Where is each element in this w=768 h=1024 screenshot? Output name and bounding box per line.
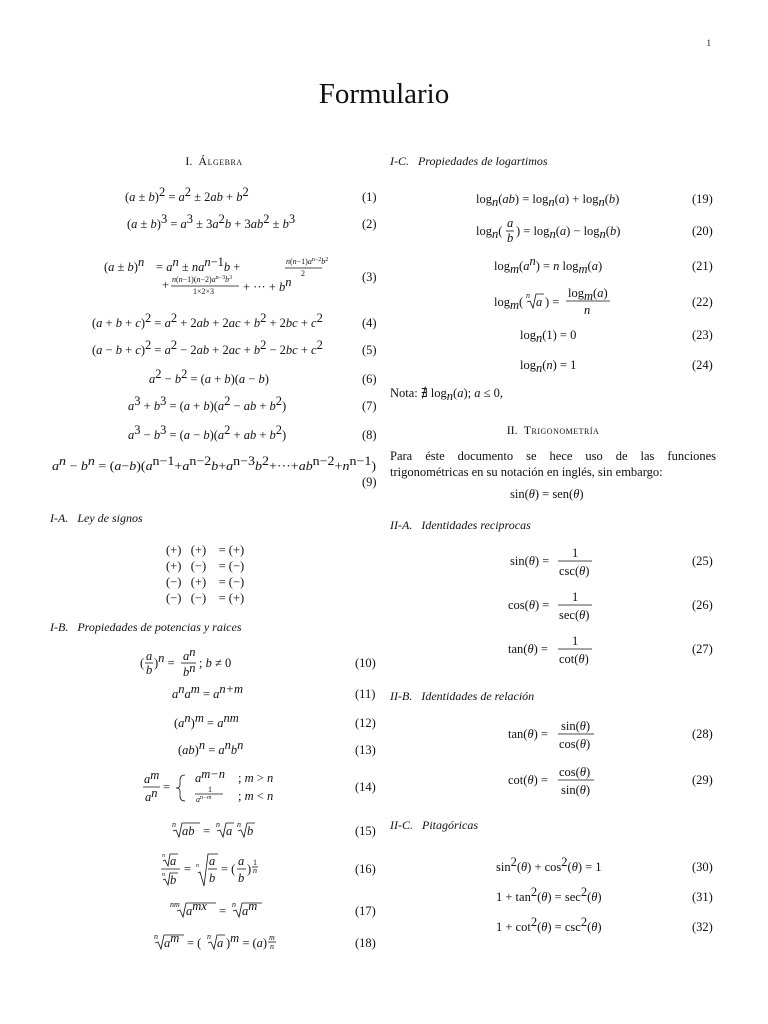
svg-text:(15): (15) bbox=[355, 824, 376, 838]
svg-text:am: am bbox=[242, 899, 258, 918]
svg-text:(1): (1) bbox=[362, 190, 377, 204]
svg-text:b: b bbox=[238, 871, 245, 885]
equation-18 bbox=[50, 929, 378, 953]
svg-text:(ab)n = anbn: (ab)n = anbn bbox=[178, 738, 244, 757]
svg-text:(an)m = anm: (an)m = anm bbox=[174, 711, 239, 730]
svg-text:(12): (12) bbox=[355, 716, 376, 730]
svg-text:(−) (+) = (−): (−) (+) = (−) bbox=[166, 575, 245, 589]
svg-text:(22): (22) bbox=[692, 295, 713, 309]
subsection-name: Ley de signos bbox=[77, 511, 143, 525]
section-number: I. bbox=[185, 154, 193, 168]
svg-text:n: n bbox=[172, 820, 176, 829]
page-number: 1 bbox=[706, 38, 711, 48]
svg-text:1: 1 bbox=[572, 634, 579, 648]
svg-text:(: ( bbox=[140, 656, 145, 670]
svg-text:(24): (24) bbox=[692, 358, 713, 372]
intro-paragraph: Para éste documento se hece uso de las funciones trigonométricas en su notación en inglés, sin embargo: bbox=[390, 449, 716, 479]
svg-text:(11): (11) bbox=[355, 687, 376, 701]
svg-text:sin(θ) = sen(θ): sin(θ) = sen(θ) bbox=[510, 487, 584, 501]
svg-text:(16): (16) bbox=[355, 862, 376, 876]
svg-text:tan(θ) =: tan(θ) = bbox=[508, 642, 548, 656]
svg-text:sin(θ): sin(θ) bbox=[561, 783, 591, 797]
svg-text:b: b bbox=[146, 663, 153, 677]
svg-text:cos(θ): cos(θ) bbox=[559, 765, 591, 779]
equations-30-32 bbox=[390, 851, 716, 941]
svg-text:(20): (20) bbox=[692, 224, 713, 238]
section-name: Trigonometría bbox=[523, 423, 600, 437]
svg-text:sin2(θ) + cos2(θ) = 1: sin2(θ) + cos2(θ) = 1 bbox=[496, 855, 602, 874]
svg-text:m: m bbox=[269, 933, 275, 942]
svg-text:a: a bbox=[170, 854, 177, 868]
subsection-heading-IA bbox=[50, 511, 378, 526]
svg-text:sec(θ): sec(θ) bbox=[559, 608, 590, 622]
subsection-heading-IC bbox=[390, 154, 716, 169]
subsection-name: Propiedades de logartimos bbox=[418, 154, 548, 168]
svg-text:(9): (9) bbox=[362, 475, 377, 489]
svg-text:(29): (29) bbox=[692, 773, 713, 787]
svg-text:n: n bbox=[154, 932, 158, 941]
svg-text:1: 1 bbox=[572, 590, 579, 604]
svg-text:a3 + b3 = (a + b)(a2 − ab + b2: a3 + b3 = (a + b)(a2 − ab + b2) bbox=[128, 394, 287, 413]
subsection-number: II-C. bbox=[390, 818, 413, 832]
svg-text:sin(θ): sin(θ) bbox=[561, 719, 591, 733]
subsection-heading-IIC bbox=[390, 818, 716, 833]
subsection-name: Pitagóricas bbox=[422, 818, 478, 832]
svg-text:(a + b + c)2 = a2 + 2ab + 2ac: (a + b + c)2 = a2 + 2ab + 2ac + b2 + 2bc + c2 bbox=[92, 311, 323, 330]
svg-text:(−) (−) = (+): (−) (−) = (+) bbox=[166, 591, 245, 605]
equation-14 bbox=[50, 769, 378, 807]
svg-text:n: n bbox=[270, 942, 274, 951]
svg-text:) =: ) = bbox=[545, 295, 560, 309]
svg-text:1: 1 bbox=[208, 785, 212, 794]
subsection-name: Propiedades de potencias y raices bbox=[77, 620, 242, 634]
svg-text:an: an bbox=[145, 786, 158, 804]
svg-text:= (: = ( bbox=[221, 862, 236, 876]
svg-text:anam = an+m: anam = an+m bbox=[172, 682, 244, 701]
svg-text:am: am bbox=[144, 768, 160, 786]
svg-text:n: n bbox=[162, 872, 165, 878]
svg-text:(27): (27) bbox=[692, 642, 713, 656]
svg-text:(19): (19) bbox=[692, 192, 713, 206]
svg-text:(25): (25) bbox=[692, 554, 713, 568]
svg-text:(a ± b)3 = a3 ± 3a2b + 3ab2 ±: (a ± b)3 = a3 ± 3a2b + 3ab2 ± b3 bbox=[127, 212, 296, 231]
subsection-number: I-C. bbox=[390, 154, 409, 168]
svg-text:(+) (−) = (−): (+) (−) = (−) bbox=[166, 559, 245, 573]
svg-text:(23): (23) bbox=[692, 328, 713, 342]
svg-text:; b ≠ 0: ; b ≠ 0 bbox=[199, 656, 232, 670]
equation-15 bbox=[50, 819, 378, 841]
subsection-name: Identidades de relación bbox=[421, 689, 535, 703]
svg-text:am: am bbox=[164, 931, 180, 950]
equation-16 bbox=[50, 851, 378, 889]
svg-text:n: n bbox=[207, 932, 211, 941]
svg-text:logn(ab) = logn(a) + logn(b): logn(ab) = logn(a) + logn(b) bbox=[476, 192, 620, 209]
svg-text:(3): (3) bbox=[362, 270, 377, 284]
svg-text:(30): (30) bbox=[692, 860, 713, 874]
svg-text:logn(1) = 0: logn(1) = 0 bbox=[520, 328, 577, 345]
equation-9 bbox=[50, 454, 378, 491]
svg-text:=: = bbox=[219, 904, 227, 918]
svg-text:=: = bbox=[203, 824, 211, 838]
svg-text:b: b bbox=[170, 873, 177, 887]
svg-text:n: n bbox=[216, 820, 220, 829]
svg-text:tan(θ) =: tan(θ) = bbox=[508, 727, 548, 741]
svg-text:ab: ab bbox=[182, 824, 195, 838]
svg-text:an: an bbox=[183, 645, 196, 663]
svg-text:am−n: am−n bbox=[195, 767, 225, 785]
subsection-heading-IB bbox=[50, 620, 378, 635]
svg-text:=: = bbox=[163, 780, 171, 794]
svg-text:sin(θ) =: sin(θ) = bbox=[510, 554, 550, 568]
svg-text:a: a bbox=[209, 854, 216, 868]
svg-text:an−m: $a^{n-m}$ bbox=[196, 795, 212, 804]
equations-19-24 bbox=[390, 189, 716, 375]
svg-text:(a − b + c)2 = a2 − 2ab + 2ac: (a − b + c)2 = a2 − 2ab + 2ac + b2 − 2bc + c2 bbox=[92, 338, 323, 357]
svg-text:(28): (28) bbox=[692, 727, 713, 741]
svg-text:logn(n) = 1: logn(n) = 1 bbox=[520, 358, 577, 375]
svg-text:n: n bbox=[526, 291, 530, 300]
svg-text:n: n bbox=[162, 853, 165, 859]
svg-text:logm(a): logm(a) bbox=[568, 286, 608, 303]
svg-text:a: a bbox=[217, 936, 224, 950]
svg-text:=: = bbox=[184, 862, 192, 876]
svg-text:a: a bbox=[536, 295, 543, 309]
subsection-number: I-B. bbox=[50, 620, 69, 634]
equation-3 bbox=[50, 251, 378, 303]
svg-text:n: n bbox=[253, 866, 257, 875]
equations-4-8 bbox=[50, 313, 378, 453]
svg-text:)n =: )n = bbox=[154, 651, 175, 670]
svg-text:(a ± b)2 = a2 ± 2ab + b2: (a ± b)2 = a2 ± 2ab + b2 bbox=[125, 185, 249, 204]
sign-rules-table bbox=[50, 544, 378, 606]
svg-text:n: n bbox=[196, 863, 199, 869]
svg-text:Nota: ∄ logn(a); a ≤ 0,: Nota: ∄ logn(a); a ≤ 0, bbox=[390, 386, 503, 403]
svg-text:1×2×3: 1×2×3 bbox=[193, 287, 215, 296]
svg-text:+ ··· + bn: + ··· + bn bbox=[243, 275, 292, 294]
subsection-number: II-A. bbox=[390, 518, 413, 532]
svg-text:; m > n: ; m > n bbox=[238, 771, 274, 785]
equations-1-2 bbox=[50, 187, 378, 237]
svg-text:a: a bbox=[146, 649, 153, 663]
svg-text:a2 − b2 = (a + b)(a − b): a2 − b2 = (a + b)(a − b) bbox=[149, 367, 269, 386]
svg-text:)m = (a): )m = (a) bbox=[226, 931, 268, 950]
subsection-number: II-B. bbox=[390, 689, 413, 703]
right-column bbox=[390, 150, 716, 941]
svg-text:(6): (6) bbox=[362, 372, 377, 386]
svg-text:cot(θ) =: cot(θ) = bbox=[508, 773, 548, 787]
subsection-number: I-A. bbox=[50, 511, 69, 525]
svg-text:(2): (2) bbox=[362, 217, 377, 231]
equation-17 bbox=[50, 899, 378, 921]
svg-text:(32): (32) bbox=[692, 920, 713, 934]
svg-text:(14): (14) bbox=[355, 780, 376, 794]
svg-text:csc(θ): csc(θ) bbox=[559, 564, 590, 578]
svg-text:n: n bbox=[232, 900, 236, 909]
svg-text:a: a bbox=[507, 216, 514, 230]
svg-text:b: b bbox=[209, 871, 216, 885]
equations-25-27 bbox=[390, 547, 716, 675]
svg-text:= an ± nan−1b +: = an ± nan−1b + bbox=[156, 255, 241, 274]
svg-text:b: b bbox=[247, 824, 254, 838]
svg-text:nm: nm bbox=[170, 900, 180, 909]
svg-text:; m < n: ; m < n bbox=[238, 789, 274, 803]
left-column bbox=[50, 150, 378, 953]
svg-text:(18): (18) bbox=[355, 936, 376, 950]
equations-10-13 bbox=[50, 645, 378, 761]
svg-text:(31): (31) bbox=[692, 890, 713, 904]
section-heading-algebra bbox=[50, 154, 378, 169]
svg-text:logm(: logm( bbox=[494, 295, 524, 312]
svg-text:) = logn(a) − logn(b): ) = logn(a) − logn(b) bbox=[516, 224, 621, 241]
svg-text:bn: bn bbox=[183, 661, 196, 679]
section-heading-trigonometria bbox=[390, 423, 716, 438]
svg-text:an − bn = (a−b)(an−1+an−2b+an−: an − bn = ( a−b)(an−1 +an−2 b+an−3 b2+···+ abn−2 +nn−1 ) bbox=[52, 454, 376, 473]
svg-text:1 + tan2(θ) = sec2(θ): 1 + tan2(θ) = sec2(θ) bbox=[496, 885, 602, 904]
svg-text:cot(θ): cot(θ) bbox=[559, 652, 589, 666]
nota-line bbox=[390, 383, 716, 403]
svg-text:(+) (+) = (+): (+) (+) = (+) bbox=[166, 543, 245, 557]
svg-text:): ) bbox=[247, 862, 252, 876]
svg-text:a3 − b3 = (a − b)(a2 + ab + b2: a3 − b3 = (a − b)(a2 + ab + b2) bbox=[128, 423, 287, 442]
svg-text:cos(θ): cos(θ) bbox=[559, 737, 591, 751]
svg-text:cos(θ) =: cos(θ) = bbox=[508, 598, 550, 612]
svg-text:n(n−1)(n−2)an−3b3: $n(n-1)(n-2)a^{n-3}b^3$ bbox=[172, 275, 233, 284]
svg-text:2: 2 bbox=[301, 269, 305, 278]
svg-text:= (: = ( bbox=[187, 936, 202, 950]
equations-28-29 bbox=[390, 718, 716, 800]
svg-text:(13): (13) bbox=[355, 743, 376, 757]
svg-text:n: n bbox=[584, 303, 591, 317]
svg-text:a: a bbox=[226, 824, 233, 838]
subsection-name: Identidades reciprocas bbox=[421, 518, 531, 532]
section-name: Álgebra bbox=[198, 154, 243, 168]
section-number: II. bbox=[506, 423, 518, 437]
page-title: Formulario bbox=[318, 78, 450, 110]
svg-text:(a ± b)n: (a ± b)n bbox=[104, 255, 145, 274]
svg-text:(5): (5) bbox=[362, 343, 377, 357]
svg-text:(10): (10) bbox=[355, 656, 376, 670]
svg-text:(17): (17) bbox=[355, 904, 376, 918]
svg-text:n(n−1)an−2b2: $n(n-1)a^{n-2}b^2$ bbox=[286, 257, 329, 266]
svg-text:logn(: logn( bbox=[476, 224, 503, 241]
svg-text:1: 1 bbox=[572, 546, 579, 560]
svg-text:n: n bbox=[237, 820, 241, 829]
svg-text:(26): (26) bbox=[692, 598, 713, 612]
svg-text:a: a bbox=[238, 854, 245, 868]
svg-text:(8): (8) bbox=[362, 428, 377, 442]
svg-text:logm(an) = n logm(a): logm(an) = n logm(a) bbox=[494, 254, 603, 276]
svg-text:(21): (21) bbox=[692, 259, 713, 273]
svg-text:1 + cot2(θ) = csc2(θ): 1 + cot2(θ) = csc2(θ) bbox=[496, 915, 602, 934]
sin-sen-equation bbox=[390, 484, 716, 504]
svg-text:(7): (7) bbox=[362, 399, 377, 413]
subsection-heading-IIA bbox=[390, 518, 716, 533]
svg-text:amx: amx bbox=[186, 899, 207, 918]
svg-text:+: + bbox=[162, 278, 170, 292]
svg-text:(4): (4) bbox=[362, 316, 377, 330]
svg-text:b: b bbox=[507, 231, 514, 245]
svg-text:1: 1 bbox=[253, 858, 257, 867]
subsection-heading-IIB bbox=[390, 689, 716, 704]
